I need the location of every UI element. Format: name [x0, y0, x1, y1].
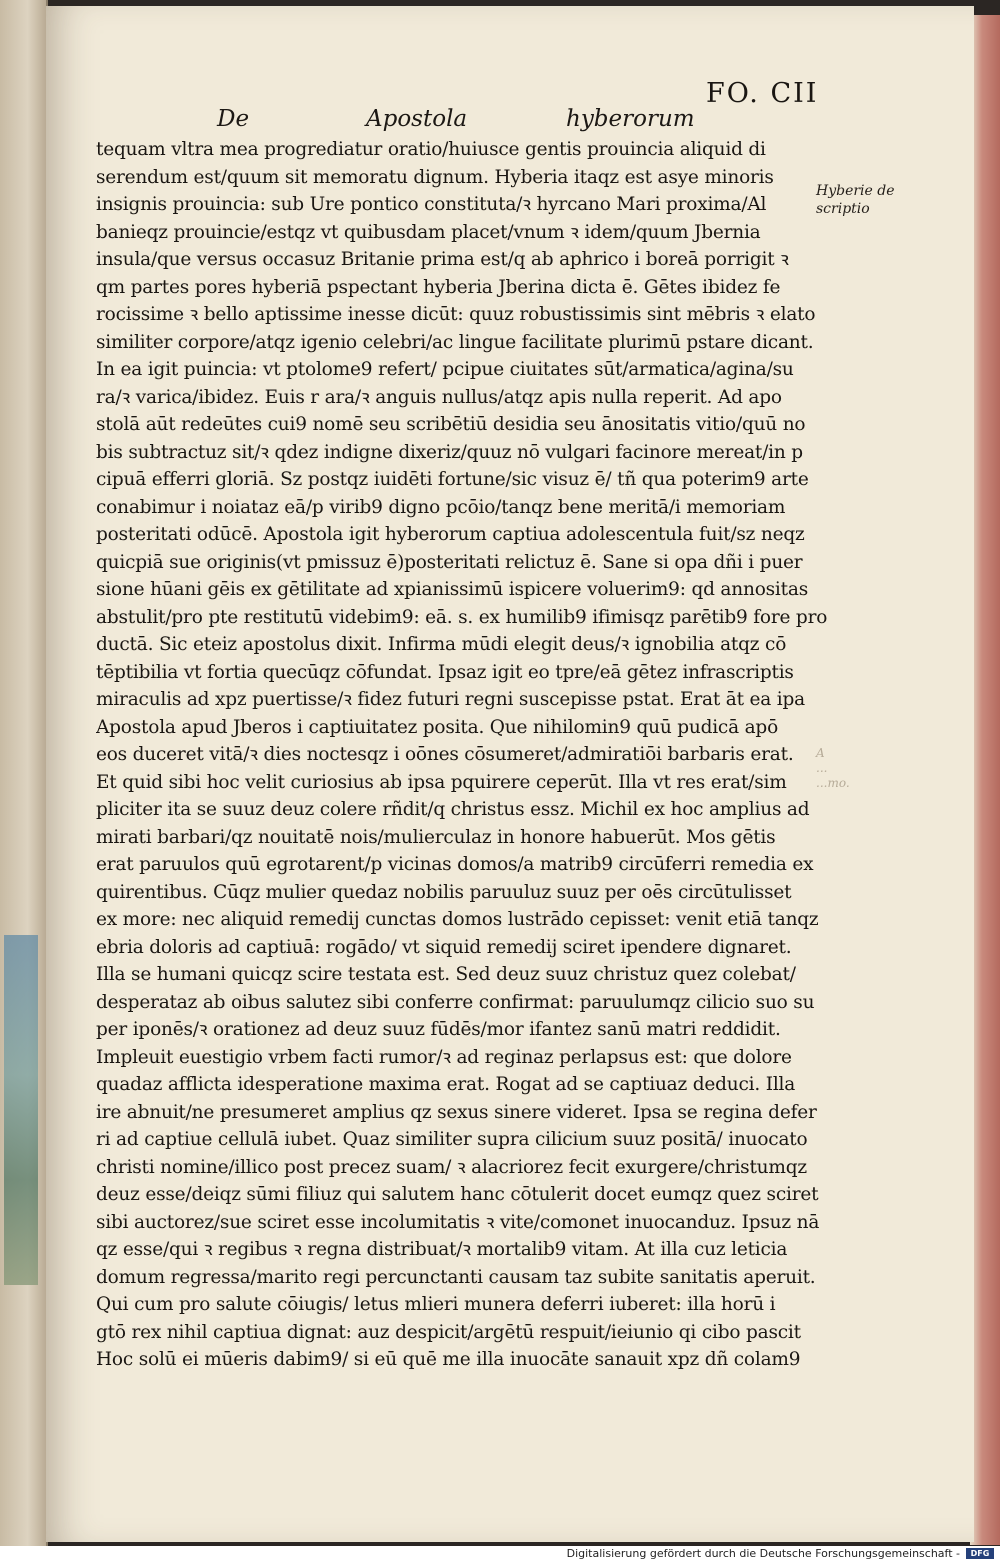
text-line: sibi auctorez/sue sciret esse incolumitatis ꝛ vite/comonet inuocanduz. Ipsuz nā — [96, 1211, 820, 1233]
text-line: tēptibilia vt fortia quecūqz cōfundat. Ipsaz igit eo tpre/eā gētez infrascriptis — [96, 661, 794, 683]
text-line: posteritati odūcē. Apostola igit hyberorum captiua adolescentula fuit/sz neqz — [96, 524, 805, 545]
text-line: miraculis ad xpz puertisse/ꝛ fidez futuri regni suscepisse pstat. Erat āt ea ipa — [96, 689, 805, 710]
text-line: Hoc solū ei mūeris dabim9/ si eū quē me illa inuocāte sanauit xpz dñ colam9 — [96, 1349, 801, 1370]
text-line: Apostola apud Jberos i captiuitatez posita. Que nihilomin9 quū pudicā apō — [96, 716, 779, 738]
dfg-logo: DFG — [966, 1548, 994, 1559]
text-line: quirentibus. Cūqz mulier quedaz nobilis paruuluz suuz per oēs circūtulisset — [96, 881, 792, 903]
text-line: ri ad captiue cellulā iubet. Quaz similiter supra cilicium suuz positā/ inuocato — [96, 1129, 808, 1150]
text-line: Illa se humani quicqz scire testata est. Sed deuz suuz christuz quez colebat/ — [96, 964, 796, 985]
funding-credit: Digitalisierung gefördert durch die Deutsche Forschungsgemeinschaft - — [566, 1547, 960, 1560]
text-line: banieqz prouincie/estqz vt quibusdam placet/vnum ꝛ idem/quum Jbernia — [96, 221, 761, 243]
book-page — [46, 6, 974, 1542]
text-line: insula/que versus occasuz Britanie prima est/q ab aphrico i boreā porrigit ꝛ — [96, 249, 789, 270]
text-line: erat paruulos quū egrotarent/p vicinas domos/a matrib9 circūferri remedia ex — [96, 854, 814, 875]
marginal-note-line: Hyberie de — [816, 183, 895, 199]
text-line: sione hūani gēis ex gētilitate ad xpianissimū ispicere voluerim9: qd annositas — [96, 579, 808, 600]
text-line: ire abnuit/ne presumeret amplius qz sexus sinere videret. Ipsa se regina defer — [96, 1101, 817, 1123]
text-line: tequam vltra mea progrediatur oratio/huiusce gentis prouincia aliquid di — [96, 139, 766, 160]
footer-bar — [0, 1546, 1000, 1562]
text-line: abstulit/pro pte restitutū videbim9: eā. s. ex humilib9 ifimisqz parētib9 fore pro — [96, 606, 828, 628]
text-line: bis subtractuz sit/ꝛ qdez indigne dixeriz/quuz nō vulgari facinore mereat/in p — [96, 441, 803, 463]
text-line: qm partes pores hyberiā pspectant hyberia Jberina dicta ē. Gētes ibidez fe — [96, 276, 781, 298]
marginal-note — [816, 182, 895, 218]
text-line: mirati barbari/qz nouitatē nois/mulierculaz in honore habuerūt. Mos gētis — [96, 826, 776, 848]
marginal-note-line: scriptio — [816, 201, 870, 217]
text-line: stolā aūt redeūtes cui9 nomē seu scribētiū desidia seu ānositatis vitio/quū no — [96, 414, 806, 435]
marginal-faded-line: A — [816, 746, 825, 760]
text-line: Qui cum pro salute cōiugis/ letus mlieri munera deferri iuberet: illa horū i — [96, 1294, 776, 1315]
marginal-faded-line: ...mo. — [816, 776, 850, 790]
text-line: gtō rex nihil captiua dignat: auz despicit/argētū respuit/ieiunio qi cibo pascit — [96, 1321, 801, 1343]
text-line: pliciter ita se suuz deuz colere rñdit/q christus essz. Michil ex hoc amplius ad — [96, 799, 810, 820]
folio-number: FO. CII — [706, 78, 819, 109]
text-line: rocissime ꝛ bello aptissime inesse dicūt: quuz robustissimis sint mēbris ꝛ elato — [96, 304, 816, 325]
page-stack-edge — [970, 15, 1000, 1545]
text-line: desperataz ab oibus salutez sibi conferre confirmat: paruulumqz cilicio suo su — [96, 991, 815, 1013]
marginal-note-faded — [816, 746, 850, 791]
text-line: qz esse/qui ꝛ regibus ꝛ regna distribuat/ꝛ mortalib9 vitam. At illa cuz leticia — [96, 1239, 788, 1260]
text-line: conabimur i noiataz eā/p virib9 digno pcōio/tanqz bene meritā/i memoriam — [96, 496, 786, 518]
text-line: insignis prouincia: sub Ure pontico constituta/ꝛ hyrcano Mari proxima/Al — [96, 194, 767, 215]
running-head-de: De — [217, 106, 250, 132]
text-line: ductā. Sic eteiz apostolus dixit. Infirma mūdi elegit deus/ꝛ ignobilia atqz cō — [96, 634, 787, 655]
running-head-hyberorum: hyberorum — [566, 106, 695, 132]
text-line: christi nomine/illico post precez suam/ ꝛ alacriorez fecit exurgere/christumqz — [96, 1156, 807, 1178]
body-text — [96, 136, 838, 1374]
text-line: In ea igit puincia: vt ptolome9 refert/ pcipue ciuitates sūt/armatica/agina/su — [96, 359, 794, 380]
text-line: Et quid sibi hoc velit curiosius ab ipsa pquirere ceperūt. Illa vt res erat/sim — [96, 771, 787, 793]
text-line: quicpiā sue originis(vt pmissuz ē)posteritati relictuz ē. Sane si opa dñi i puer — [96, 551, 803, 573]
text-line: ex more: nec aliquid remedij cunctas domos lustrādo cepisset: venit etiā tanqz — [96, 909, 819, 930]
text-line: domum regressa/marito regi percunctanti causam taz subite sanitatis aperuit. — [96, 1266, 816, 1288]
text-line: serendum est/quum sit memoratu dignum. Hyberia itaqz est asye minoris — [96, 166, 774, 188]
text-line: eos duceret vitā/ꝛ dies noctesqz i oōnes cōsumeret/admiratiōi barbaris erat. — [96, 744, 794, 765]
text-line: cipuā efferri gloriā. Sz postqz iuidēti fortune/sic visuz ē/ tñ qua poterim9 arte — [96, 469, 809, 490]
text-line: per iponēs/ꝛ orationez ad deuz suuz fūdēs/mor ifantez sanū matri reddidit. — [96, 1019, 781, 1040]
text-line: Impleuit euestigio vrbem facti rumor/ꝛ ad reginaz perlapsus est: que dolore — [96, 1046, 792, 1068]
text-line: quadaz afflicta idesperatione maxima erat. Rogat ad se captiuaz deduci. Illa — [96, 1074, 796, 1095]
facing-page-illustration — [4, 935, 38, 1285]
text-line: similiter corpore/atqz igenio celebri/ac lingue facilitate plurimū pstare dicant. — [96, 331, 814, 353]
facing-page-edge — [0, 0, 48, 1546]
text-line: ra/ꝛ varica/ibidez. Euis r ara/ꝛ anguis nullus/atqz apis nulla reperit. Ad apo — [96, 386, 782, 408]
running-head-apostola: Apostola — [366, 106, 468, 132]
marginal-faded-line: ... — [816, 761, 828, 775]
text-line: ebria doloris ad captiuā: rogādo/ vt siquid remedij sciret ipendere dignaret. — [96, 936, 792, 958]
text-line: deuz esse/deiqz sūmi filiuz qui salutem hanc cōtulerit docet eumqz quez sciret — [96, 1184, 819, 1205]
